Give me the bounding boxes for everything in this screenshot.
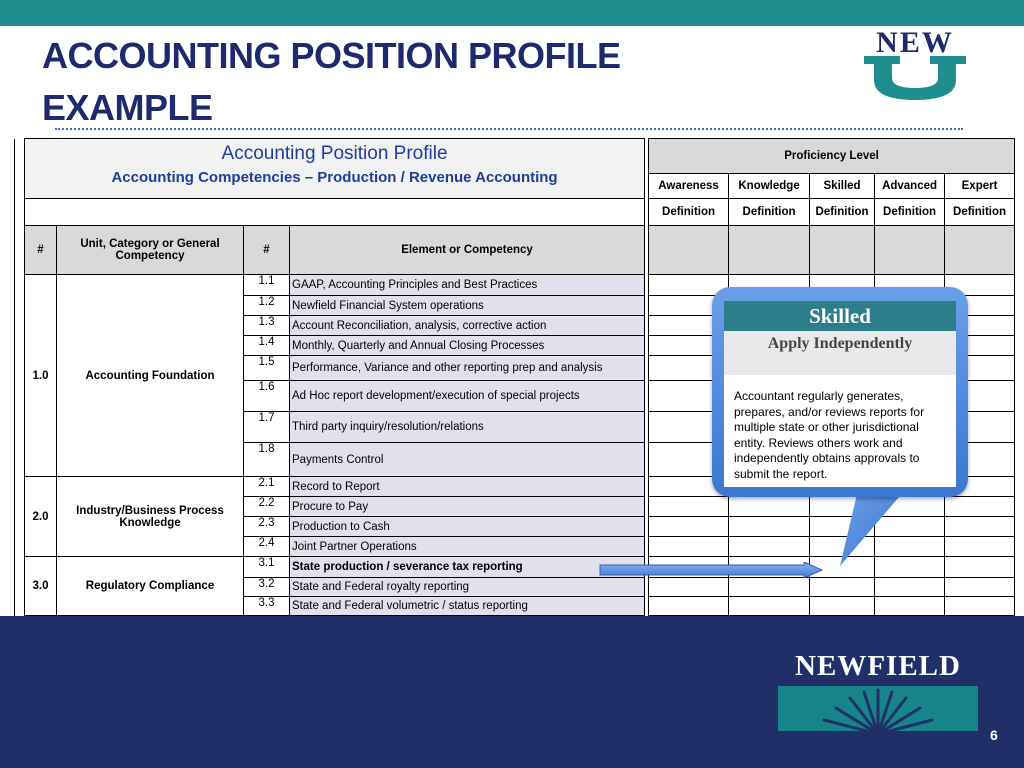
element-text: State and Federal volumetric / status reporting — [290, 597, 645, 616]
title-divider — [55, 128, 963, 130]
element-number: 1.1 — [244, 275, 290, 296]
spacer-cell — [25, 199, 645, 226]
element-text: State and Federal royalty reporting — [290, 578, 645, 597]
newfield-logo — [776, 650, 980, 732]
category-name: Regulatory Compliance — [57, 557, 244, 616]
category-number: 3.0 — [25, 557, 57, 616]
logo-word: NEW — [876, 26, 954, 59]
proficiency-cell — [945, 578, 1015, 597]
element-number: 3.2 — [244, 578, 290, 597]
proficiency-cell — [945, 557, 1015, 578]
col-header-num: # — [25, 226, 57, 275]
element-text: State production / severance tax reporting — [290, 557, 645, 578]
profile-header — [25, 139, 645, 199]
table-row — [15, 557, 1015, 578]
proficiency-cell — [649, 537, 729, 557]
level-knowledge: Knowledge — [729, 174, 810, 199]
profile-title: Accounting Position Profile — [221, 143, 448, 164]
proficiency-cell — [945, 537, 1015, 557]
element-text: Monthly, Quarterly and Annual Closing Processes — [290, 336, 645, 356]
proficiency-cell — [875, 597, 945, 616]
element-number: 2.4 — [244, 537, 290, 557]
element-number: 1.5 — [244, 356, 290, 381]
proficiency-cell — [649, 517, 729, 537]
callout-subtitle: Apply Independently — [724, 331, 956, 375]
element-number: 1.4 — [244, 336, 290, 356]
level-header-blank — [875, 226, 945, 275]
col-header-element: Element or Competency — [290, 226, 645, 275]
element-text: Procure to Pay — [290, 497, 645, 517]
sunburst-logo-box — [778, 686, 978, 731]
proficiency-cell — [810, 517, 875, 537]
proficiency-cell — [810, 537, 875, 557]
proficiency-cell — [729, 497, 810, 517]
col-header-num2: # — [244, 226, 290, 275]
element-number: 2.1 — [244, 477, 290, 497]
proficiency-cell — [729, 597, 810, 616]
proficiency-cell — [649, 578, 729, 597]
proficiency-cell — [945, 497, 1015, 517]
element-text: Record to Report — [290, 477, 645, 497]
level-header-blank — [945, 226, 1015, 275]
new-u-logo — [856, 26, 974, 102]
category-number: 2.0 — [25, 477, 57, 557]
proficiency-cell — [729, 517, 810, 537]
callout-body — [724, 301, 956, 487]
element-number: 2.3 — [244, 517, 290, 537]
proficiency-cell — [729, 537, 810, 557]
slide-title: ACCOUNTING POSITION PROFILE EXAMPLE — [42, 35, 621, 128]
element-text: Ad Hoc report development/execution of special projects — [290, 381, 645, 412]
element-text: Account Reconciliation, analysis, corrective action — [290, 316, 645, 336]
u-shield-icon — [856, 26, 974, 102]
level-header-blank — [649, 226, 729, 275]
level-header-blank — [810, 226, 875, 275]
category-name: Industry/Business Process Knowledge — [57, 477, 244, 557]
level-skilled: Skilled — [810, 174, 875, 199]
proficiency-cell — [875, 557, 945, 578]
callout-description: Accountant regularly generates, prepares, and/or reviews reports for multiple state or other jurisdictional entity. Reviews others work and independently obtains approvals to submit the report. — [734, 389, 925, 481]
proficiency-cell — [649, 597, 729, 616]
page-number: 6 — [990, 727, 998, 743]
definition-skilled: Definition — [810, 199, 875, 226]
element-text: Third party inquiry/resolution/relations — [290, 412, 645, 443]
top-accent-bar — [0, 0, 1024, 26]
profile-subtitle: Accounting Competencies – Production / Revenue Accounting — [111, 169, 558, 186]
proficiency-cell — [649, 497, 729, 517]
level-expert: Expert — [945, 174, 1015, 199]
category-name: Accounting Foundation — [57, 275, 244, 477]
element-number: 1.3 — [244, 316, 290, 336]
proficiency-cell — [875, 517, 945, 537]
element-text: Newfield Financial System operations — [290, 296, 645, 316]
definition-expert: Definition — [945, 199, 1015, 226]
proficiency-cell — [875, 578, 945, 597]
element-text: Payments Control — [290, 443, 645, 477]
element-number: 1.6 — [244, 381, 290, 412]
newfield-wordmark: NEWFIELD — [795, 650, 961, 682]
element-text: Joint Partner Operations — [290, 537, 645, 557]
element-text: Performance, Variance and other reporting prep and analysis — [290, 356, 645, 381]
element-text: Production to Cash — [290, 517, 645, 537]
element-number: 1.7 — [244, 412, 290, 443]
proficiency-cell — [945, 597, 1015, 616]
definition-advanced: Definition — [875, 199, 945, 226]
proficiency-cell — [810, 597, 875, 616]
proficiency-cell — [875, 537, 945, 557]
element-number: 2.2 — [244, 497, 290, 517]
proficiency-cell — [810, 578, 875, 597]
element-number: 3.3 — [244, 597, 290, 616]
callout-level-title: Skilled — [724, 301, 956, 331]
element-number: 1.2 — [244, 296, 290, 316]
proficiency-level-header: Proficiency Level — [649, 139, 1015, 174]
category-number: 1.0 — [25, 275, 57, 477]
proficiency-cell — [810, 497, 875, 517]
proficiency-cell — [875, 497, 945, 517]
definition-awareness: Definition — [649, 199, 729, 226]
proficiency-cell — [945, 517, 1015, 537]
definition-knowledge: Definition — [729, 199, 810, 226]
left-margin-strip — [15, 139, 25, 616]
element-text: GAAP, Accounting Principles and Best Practices — [290, 275, 645, 296]
level-awareness: Awareness — [649, 174, 729, 199]
pointer-arrow-icon — [598, 562, 824, 578]
element-number: 3.1 — [244, 557, 290, 578]
skilled-callout — [712, 287, 968, 497]
col-header-unit: Unit, Category or General Competency — [57, 226, 244, 275]
sunburst-icon — [778, 686, 978, 731]
element-number: 1.8 — [244, 443, 290, 477]
level-advanced: Advanced — [875, 174, 945, 199]
proficiency-cell — [729, 578, 810, 597]
level-header-blank — [729, 226, 810, 275]
